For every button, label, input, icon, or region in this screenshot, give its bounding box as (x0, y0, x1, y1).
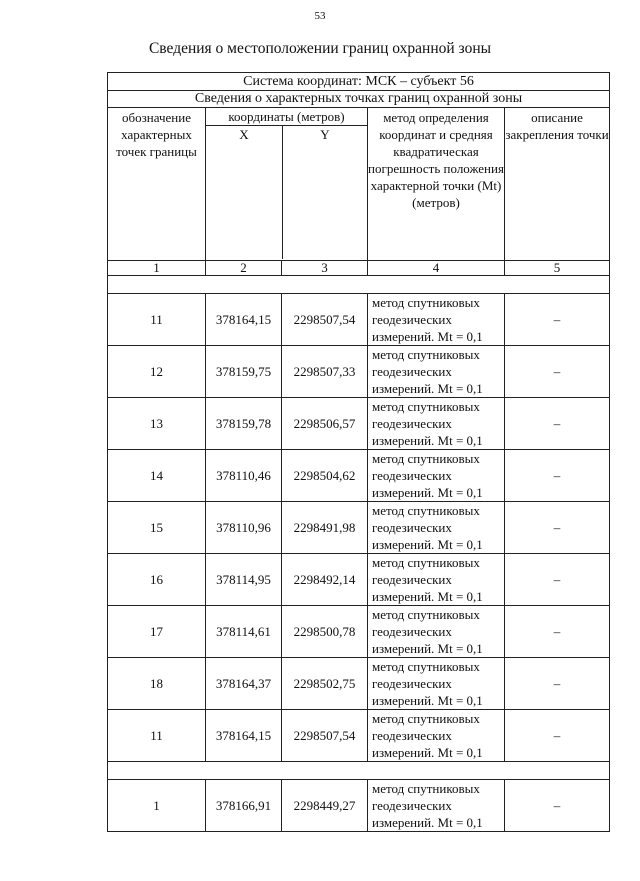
description-cell: – (505, 710, 610, 762)
x-coordinate-cell: 378164,37 (206, 658, 282, 710)
header-row (108, 108, 610, 261)
header-y: Y (320, 127, 330, 142)
point-number-cell: 11 (108, 294, 206, 346)
description-cell: – (505, 398, 610, 450)
description-cell: – (505, 502, 610, 554)
description-cell: – (505, 658, 610, 710)
column-number: 5 (505, 261, 610, 276)
point-number-cell: 14 (108, 450, 206, 502)
table-row (108, 710, 610, 762)
coordinate-system-row (108, 73, 610, 91)
method-cell: метод спутниковых геодезических измерений. Mt = 0,1 (368, 294, 505, 346)
group-separator-row (108, 762, 610, 780)
table-row (108, 780, 610, 832)
page-title: Сведения о местоположении границ охранной зоны (148, 40, 492, 57)
header-coordinates (206, 108, 368, 261)
column-number: 3 (282, 261, 368, 276)
method-cell: метод спутниковых геодезических измерений. Mt = 0,1 (368, 450, 505, 502)
table-row (108, 658, 610, 710)
column-number: 4 (368, 261, 505, 276)
method-cell: метод спутниковых геодезических измерений. Mt = 0,1 (368, 502, 505, 554)
x-coordinate-cell: 378114,95 (206, 554, 282, 606)
x-coordinate-cell: 378110,46 (206, 450, 282, 502)
header-coordinates-label: координаты (метров) (206, 108, 367, 126)
group-separator-row (108, 276, 610, 294)
point-number-cell: 17 (108, 606, 206, 658)
table-row (108, 346, 610, 398)
point-number-cell: 11 (108, 710, 206, 762)
column-number: 1 (108, 261, 206, 276)
point-number-cell: 12 (108, 346, 206, 398)
y-coordinate-cell: 2298507,33 (282, 346, 368, 398)
y-coordinate-cell: 2298502,75 (282, 658, 368, 710)
description-cell: – (505, 450, 610, 502)
boundary-points-table (107, 72, 610, 832)
header-point-designation: обозначение характерных точек границы (108, 108, 206, 261)
point-number-cell: 13 (108, 398, 206, 450)
page-number: 53 (314, 10, 326, 22)
method-cell: метод спутниковых геодезических измерений. Mt = 0,1 (368, 554, 505, 606)
x-coordinate-cell: 378164,15 (206, 710, 282, 762)
table-row (108, 450, 610, 502)
description-cell: – (505, 780, 610, 832)
column-numbers-row (108, 261, 610, 276)
header-x: X (206, 126, 283, 259)
x-coordinate-cell: 378159,75 (206, 346, 282, 398)
method-cell: метод спутниковых геодезических измерений. Mt = 0,1 (368, 658, 505, 710)
point-number-cell: 16 (108, 554, 206, 606)
point-number-cell: 1 (108, 780, 206, 832)
group-separator-cell (108, 276, 610, 294)
point-number-cell: 15 (108, 502, 206, 554)
y-coordinate-cell: 2298507,54 (282, 294, 368, 346)
description-cell: – (505, 346, 610, 398)
group-separator-cell (108, 762, 610, 780)
method-cell: метод спутниковых геодезических измерений. Mt = 0,1 (368, 398, 505, 450)
table-row (108, 502, 610, 554)
x-coordinate-cell: 378164,15 (206, 294, 282, 346)
x-coordinate-cell: 378114,61 (206, 606, 282, 658)
table-row (108, 398, 610, 450)
description-cell: – (505, 606, 610, 658)
y-coordinate-cell: 2298504,62 (282, 450, 368, 502)
y-coordinate-cell: 2298449,27 (282, 780, 368, 832)
x-coordinate-cell: 378166,91 (206, 780, 282, 832)
table-row (108, 606, 610, 658)
description-cell: – (505, 294, 610, 346)
subtitle-cell: Сведения о характерных точках границ охранной зоны (108, 91, 610, 108)
header-method: метод определения координат и средняя квадратическая погрешность положения характерной точки (Mt) (метров) (368, 108, 505, 261)
x-coordinate-cell: 378110,96 (206, 502, 282, 554)
method-cell: метод спутниковых геодезических измерений. Mt = 0,1 (368, 346, 505, 398)
header-description: описание закрепления точки (505, 108, 610, 261)
subtitle-row (108, 91, 610, 108)
method-cell: метод спутниковых геодезических измерений. Mt = 0,1 (368, 710, 505, 762)
y-coordinate-cell: 2298507,54 (282, 710, 368, 762)
point-number-cell: 18 (108, 658, 206, 710)
table-row (108, 294, 610, 346)
table-row (108, 554, 610, 606)
column-number: 2 (206, 261, 282, 276)
description-cell: – (505, 554, 610, 606)
x-coordinate-cell: 378159,78 (206, 398, 282, 450)
y-coordinate-cell: 2298500,78 (282, 606, 368, 658)
method-cell: метод спутниковых геодезических измерений. Mt = 0,1 (368, 780, 505, 832)
y-coordinate-cell: 2298491,98 (282, 502, 368, 554)
y-coordinate-cell: 2298506,57 (282, 398, 368, 450)
method-cell: метод спутниковых геодезических измерений. Mt = 0,1 (368, 606, 505, 658)
coordinate-system-cell: Система координат: МСК – субъект 56 (108, 73, 610, 91)
y-coordinate-cell: 2298492,14 (282, 554, 368, 606)
